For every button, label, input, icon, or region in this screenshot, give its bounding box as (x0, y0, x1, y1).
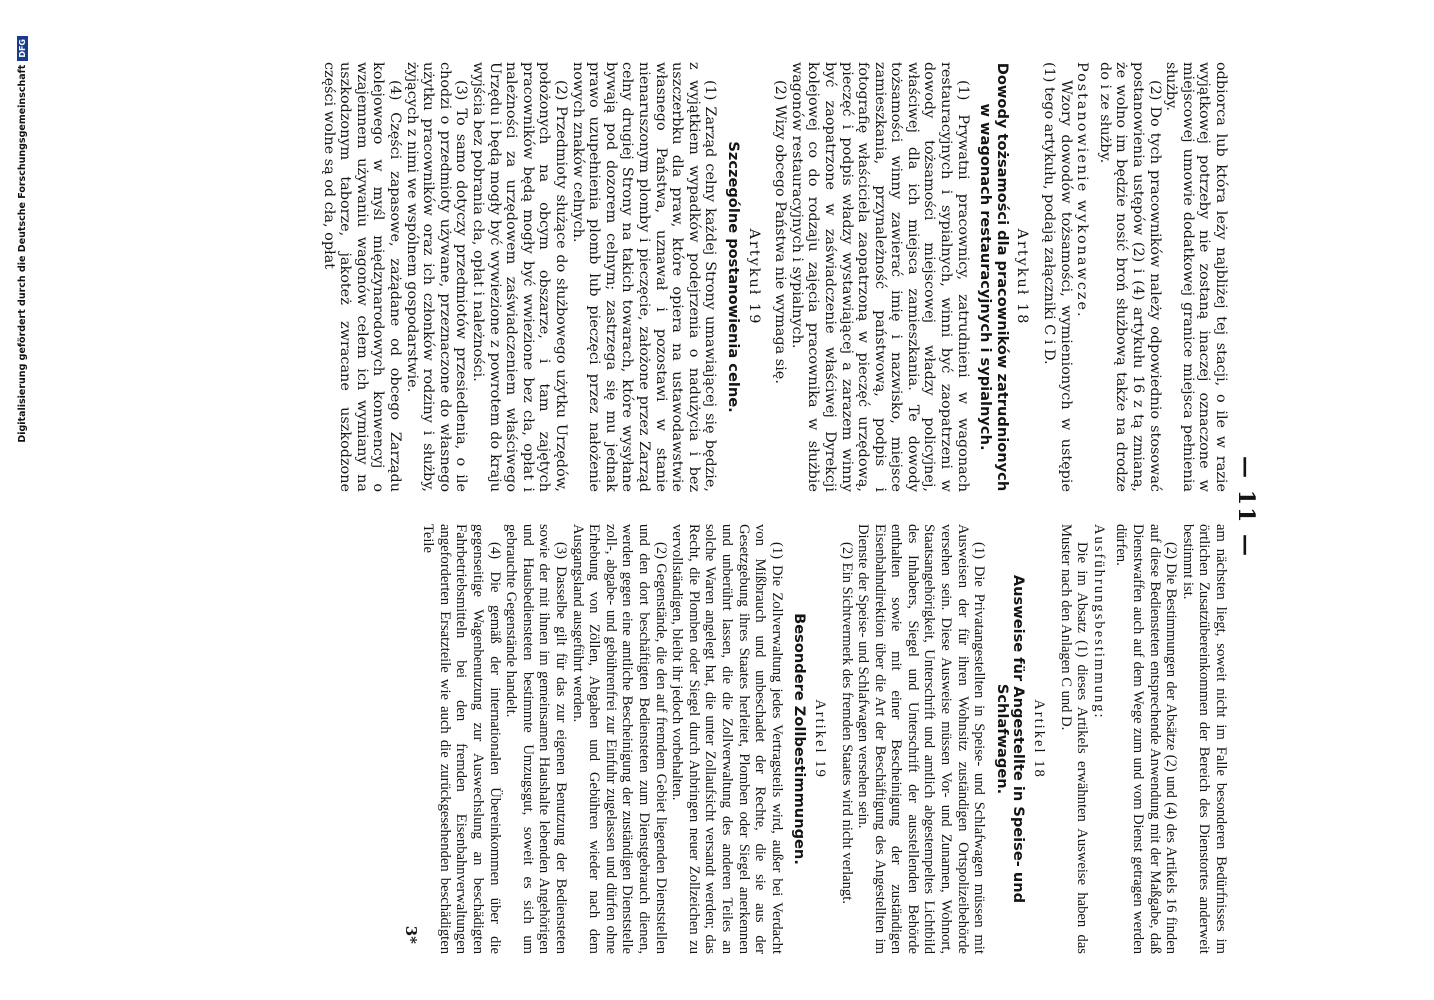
german-article-19-title: Artikel 19 (811, 699, 828, 779)
digitization-footer (13, 36, 31, 976)
german-paragraph: (3) Dasselbe gilt für das zur eigenen Benutzung der Bediensteten sowie der mit ihnen im gemeinsamen Haushalte lebenden Angehörigen und Hausbediensteten bestimmte Umzugsgut, soweit es sich um gebrauchte Gegenstände handelt. (503, 524, 570, 954)
polish-paragraph: odbiorca lub która leży najbliżej tej stacji, o ile w razie wyjątkowej potrzeby nie zostaną inaczej oznaczone w miejscowej umowie dodatkowej granice miejsca pełnienia służby. (1163, 62, 1229, 492)
polish-paragraph: (4) Części zapasowe, zażądane od obcego Zarządu kolejowego w myśl międzynarodowych konwencyj o wzajemnem używaniu wagonów celem ich wymiany na uszkodzonym taborze, jakoteż zwracane uszkodzone części wolne są od cła, opłat (320, 62, 404, 492)
german-article-19-heading: Besondere Zollbestimmungen. (791, 613, 809, 865)
german-paragraph: am nächsten liegt, soweit nicht im Falle besonderen Bedürfnisses im örtlichen Zusatzübereinkommen der Bereich des Dienstortes anderweit bestimmt ist. (1179, 524, 1229, 954)
rotated-page (145, 62, 1265, 952)
polish-paragraph: (2) Wizy obcego Państwa nie wymaga się. (772, 80, 789, 384)
german-column (420, 524, 1229, 954)
german-paragraph: (1) Die Zollverwaltung jedes Vertragsteils wird, außer bei Verdacht von Mißbrauch und unbeschadet der Rechte, die sie aus der Gesetzgebung ihres Staates herleitet, Plomben oder Siegel anerkennen und unberührt lassen, die die Zollverwaltung des anderen Teiles an solche Waren angelegt hat, die unter Zollaufsicht versandt werden; das Recht, die Plomben oder Siegel durch Anbringen neuer Zollzeichen zu vervollständigen, bleibt ihr jedoch vorbehalten. (669, 524, 785, 954)
polish-paragraph: (2) Do tych pracowników należy odpowiednio stosować postanowienia ustępów (2) i (4) artykułu 16 z tą zmianą, że wolno im będzie nosić broń służbową także na drodze do i ze służby. (1096, 62, 1163, 492)
german-exe-heading: Ausführungsbestimmung: (1090, 524, 1107, 720)
polish-paragraph: (1) Prywatni pracownicy, zatrudnieni w wagonach restauracyjnych i sypialnych, winni być zaopatrzeni w dowody tożsamości miejscowej władzy policyjnej, właściwej dla ich miejsca zamieszkania. Te dowody tożsamości winny zawierać imię i nazwisko, miejsce zamieszkania, przynależność państwową, podpis i fotografię właściciela zaopatrzoną w pieczęć urzędową, pieczęć i podpis władzy wystawiającej a zarazem winny być zaopatrzone w zaświadczenie właściwej Dyrekcji kolejowej co do rodzaju zajęcia pracownika w służbie wagonów restauracyjnych i sypialnych. (788, 62, 971, 492)
polish-paragraph: Wzory dowodów tożsamości, wymienionych w ustępie (1) tego artykułu, podają załączniki C i D. (1041, 62, 1074, 492)
polish-paragraph: (1) Zarząd celny każdej Strony umawiającej się będzie, z wyjątkiem wypadków podejrzenia o nadużycia i bez uszczerbku dla praw, które opiera na ustawodawstwie własnego Państwa, uznawał i pozostawi w stanie nienaruszonym plomby i pieczęcie, założone przez Zarząd celny drugiej Strony na takich towarach, które wysyłane bywają pod dozorem celnym; zastrzega się mu jednak prawo uzupełnienia plomb lub pieczęci przez nałożenie nowych znaków celnych. (569, 62, 719, 492)
polish-paragraph: (2) Przedmioty służące do służbowego użytku Urzędów, położonych na obcym obszarze, i tam zajętych pracowników będą mogły być wwiezione bez cła, opłat i należności za urzędowem zaświadczeniem właściwego Urzędu i będą mogły być wywiezione z powrotem do kraju wyjścia bez pobrania cła, opłat i należności. (470, 62, 570, 492)
polish-exe-heading: Postanowienie wykonawcze. (1074, 62, 1091, 319)
german-paragraph: (4) Die gemäß der internationalen Übereinkommen über die gegenseitige Wagenbenutzung zur Auswechslung an beschädigten Fahrbetriebsmitteln bei den fremden Eisenbahnverwaltungen angeforderten Ersatzteile wie auch die zurückgesehenden beschädigten Teile (420, 524, 503, 954)
polish-column (320, 62, 1229, 492)
polish-article-18-heading: Dowody tożsamości dla pracowników zatrudnionych w wagonach restauracyjnych i sypialnych. (977, 62, 1011, 492)
polish-paragraph: (3) To samo dotyczy przedmiotów przesiedlenia, o ile chodzi o przedmioty używane, przeznaczone do własnego użytku pracowników oraz ich członków rodziny i służby, żyjących z nimi we wspólnem gospodarstwie. (403, 62, 470, 492)
polish-article-18-title: Artykuł 18 (1014, 228, 1031, 326)
german-paragraph: (2) Ein Sichtvermerk des fremden Staates wird nicht verlangt. (838, 542, 855, 904)
german-paragraph: (2) Die Bestimmungen der Absätze (2) und (4) des Artikels 16 finden auf diese Bediensteten entsprechende Anwendung mit der Maßgabe, daß Dienstwaffen auch auf dem Wege zum und vom Dienst getragen werden dürfen. (1113, 524, 1180, 954)
german-paragraph: Die im Absatz (1) dieses Artikels erwähnten Ausweise haben das Muster nach den Anlagen C und D. (1057, 524, 1091, 954)
german-article-18-heading: Ausweise für Angestellte in Speise- und Schlafwagen. (993, 574, 1028, 904)
polish-article-19-title: Artykuł 19 (745, 228, 762, 326)
german-paragraph: (2) Gegenstände, die den auf fremdem Gebiet liegenden Dienststellen und den dort beschäftigten Bediensteten zum Dienstgebrauch dienen, werden gegen eine amtliche Bescheinigung der zuständigen Dienststelle zoll-, abgabe- und gebührenfrei zur Einfuhr zugelassen und dürfen ohne Erhebung von Zöllen, Abgaben und Gebühren wieder nach dem Ausgangsland ausgeführt werden. (569, 524, 669, 954)
dfg-logo: DFG (17, 36, 28, 61)
german-article-18-title: Artikel 18 (1031, 699, 1048, 779)
german-paragraph: (1) Die Privatangestellten in Speise- und Schlafwagen müssen mit Ausweisen der für ihren Wohnsitz zuständigen Ortspolizeibehörde versehen sein. Diese Ausweise müssen Vor- und Zunamen, Wohnort, Staatsangehörigkeit, Unterschrift und amtlich abgestempeltes Lichtbild des Inhabers, Siegel und Unterschrift der ausstellenden Behörde enthalten sowie mit einer Bescheinigung der zuständigen Eisenbahndirektion über die Art der Beschäftigung des Angestellten im Dienste der Speise- und Schlafwagen versehen sein. (855, 524, 988, 954)
footer-text: Digitalisierung gefördert durch die Deutsche Forschungsgemeinschaft (16, 64, 28, 443)
polish-article-19-heading: Szczególne postanowienia celne. (724, 141, 742, 413)
page-number: — 11 — (1233, 456, 1259, 558)
signature-mark: 3* (402, 925, 420, 944)
